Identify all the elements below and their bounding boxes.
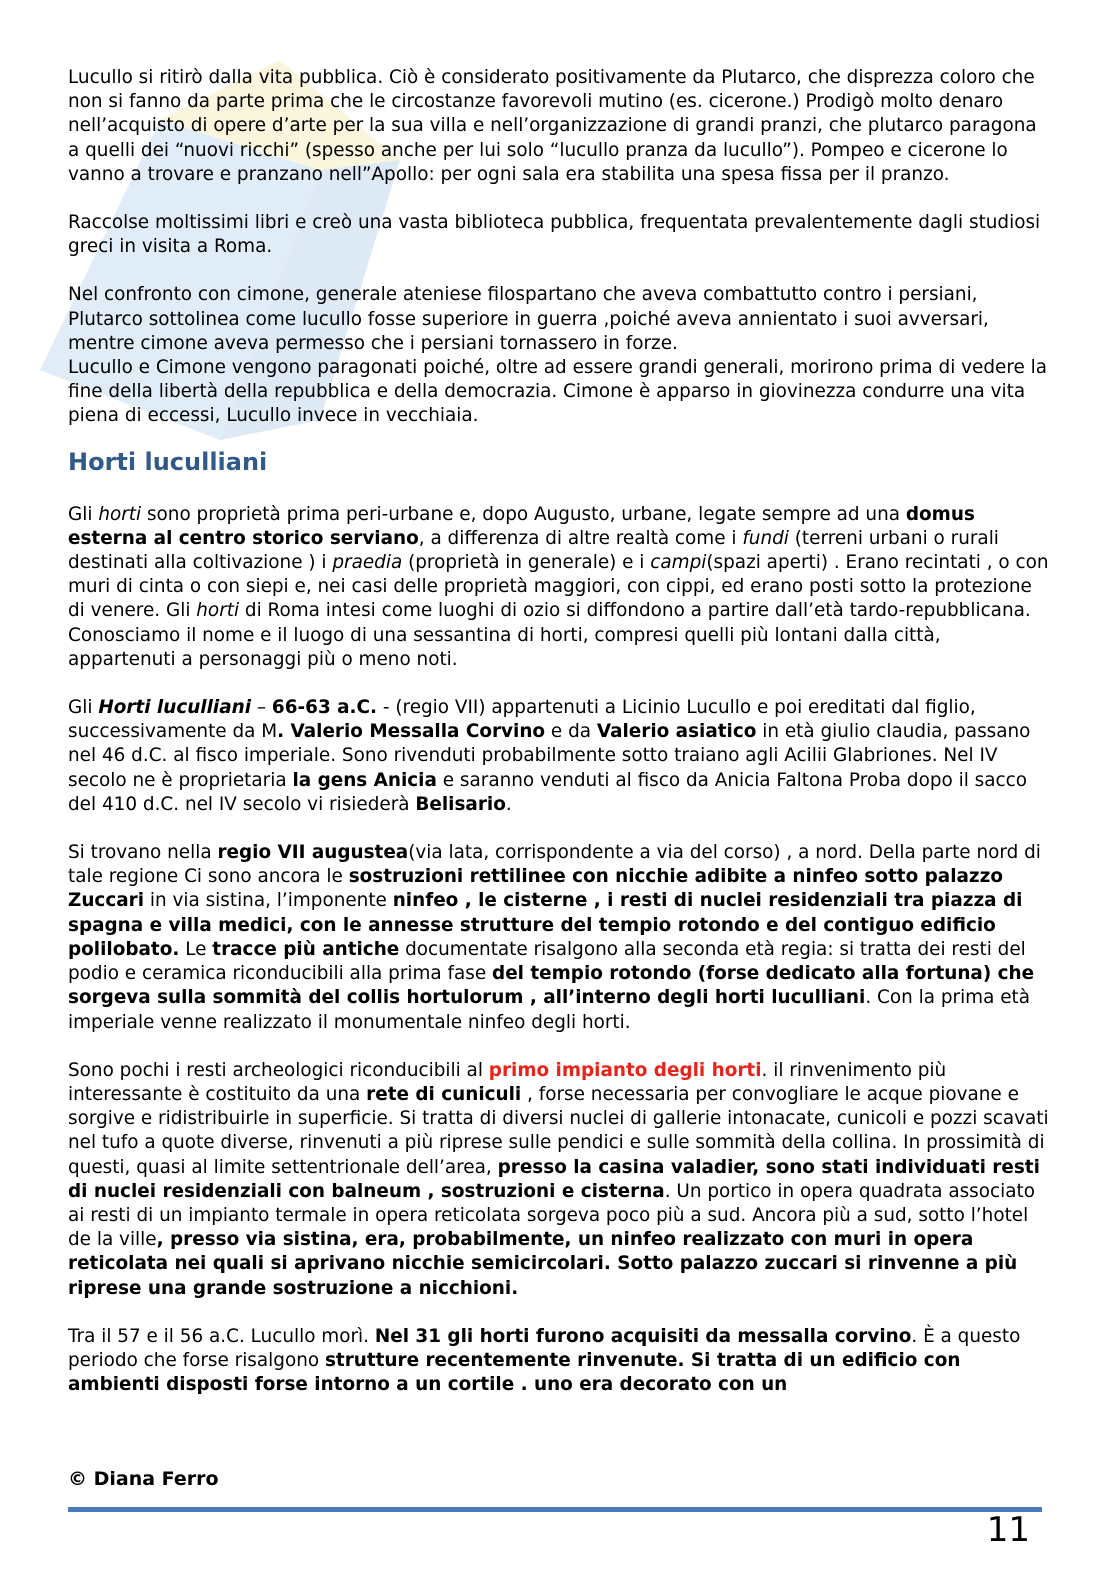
page-number: 11 — [986, 1510, 1030, 1550]
footer-divider — [68, 1507, 1042, 1512]
paragraph-horti-definition: Gli horti sono proprietà prima peri-urbane e, dopo Augusto, urbane, legate sempre ad una domus esterna al centro storico serviano, a differenza di altre realtà come i fundi (terreni urbani o rurali destinati alla coltivazione ) i praedia (proprietà in generale) e i campi(spazi aperti) . Erano recintati , o con muri di cinta o con siepi e, nei casi delle proprietà maggiori, con cippi, ed erano posti sotto la protezione di venere. Gli horti di Roma intesi come luoghi di ozio si diffondono a partire dall’età tardo-repubblicana. Conosciamo il nome e il luogo di una sessantina di horti, compresi quelli più lontani dalla città, appartenuti a personaggi più o meno noti. — [68, 503, 1049, 670]
paragraph-horti-location: Si trovano nella regio VII augustea(via lata, corrispondente a via del corso) , a nord. Della parte nord di tale regione Ci sono ancora le sostruzioni rettilinee con nicchie adibite a ninfeo sotto palazzo Zuccari in via sistina, l’imponente ninfeo , le cisterne , i resti di nuclei residenziali tra piazza di spagna e villa medici, con le annesse strutture del tempio rotondo e del contiguo edificio polilobato. Le tracce più antiche documentate risalgono alla seconda età regia: si tratta dei resti del podio e ceramica riconducibili alla prima fase del tempio rotondo (forse dedicato alla fortuna) che sorgeva sulla sommità del collis hortulorum , all’interno degli horti luculliani. Con la prima età imperiale venne realizzato il monumentale ninfeo degli horti. — [68, 842, 1041, 1033]
paragraph-later-history: Tra il 57 e il 56 a.C. Lucullo morì. Nel 31 gli horti furono acquisiti da messalla corvino. È a questo periodo che forse risalgono strutture recentemente rinvenute. Si tratta di un edificio con ambienti disposti forse intorno a un cortile . uno era decorato con un — [68, 1325, 1021, 1396]
section-heading: Horti luculliani — [68, 447, 268, 476]
copyright-notice: © Diana Ferro — [68, 1468, 219, 1490]
paragraph-library: Raccolse moltissimi libri e creò una vasta biblioteca pubblica, frequentata prevalentemente dagli studiosi greci in visita a Roma. — [68, 212, 1041, 258]
paragraph-lucullo-retirement: Lucullo si ritirò dalla vita pubblica. Ciò è considerato positivamente da Plutarco, che disprezza coloro che non si fanno da parte prima che le circostanze favorevoli mutino (es. cicerone.) Prodigò molto denaro nell’acquisto di opere d’arte per la sua villa e nell’organizzazione di grandi pranzi, che plutarco paragona a quelli dei “nuovi ricchi” (spesso anche per lui solo “lucullo pranza da lucullo”). Pompeo e cicerone lo vanno a trovare e pranzano nell”Apollo: per ogni sala era stabilita una spesa fissa per il pranzo. — [68, 67, 1037, 185]
document-body — [68, 66, 1053, 1421]
paragraph-horti-history: Gli Horti luculliani – 66-63 a.C. - (regio VII) appartenuti a Licinio Lucullo e poi ereditati dal figlio, successivamente da M. Valerio Messalla Corvino e da Valerio asiatico in età giulio claudia, passano nel 46 d.C. al fisco imperiale. Sono rivenduti probabilmente sotto traiano agli Acilii Glabriones. Nel IV secolo ne è proprietaria la gens Anicia e saranno venduti al fisco da Anicia Faltona Proba dopo il sacco del 410 d.C. nel IV secolo vi risiederà Belisario. — [68, 697, 1031, 815]
paragraph-cimone-comparison: Nel confronto con cimone, generale ateniese filospartano che aveva combattutto contro i persiani, Plutarco sottolinea come lucullo fosse superiore in guerra ,poiché aveva annientato i suoi avversari, mentre cimone aveva permesso che i persiani tornassero in forze. Lucullo e Cimone vengono paragonati poiché, oltre ad essere grandi generali, morirono prima di vedere la fine della libertà della repubblica e della democrazia. Cimone è apparso in giovinezza condurre una vita piena di eccessi, Lucullo invece in vecchiaia. — [68, 284, 1048, 427]
paragraph-archaeology: Sono pochi i resti archeologici riconducibili al primo impianto degli horti. il rinvenimento più interessante è costituito da una rete di cuniculi , forse necessaria per convogliare le acque piovane e sorgive e ridistribuirle in superficie. Si tratta di diversi nuclei di gallerie intonacate, cunicoli e pozzi scavati nel tufo a quote diverse, rinvenuti a più riprese sulle pendici e sulle sommità della collina. In prossimità di questi, quasi al limite settentrionale dell’area, presso la casina valadier, sono stati individuati resti di nuclei residenziali con balneum , sostruzioni e cisterna. Un portico in opera quadrata associato ai resti di un impianto termale in opera reticolata sorgeva poco più a sud. Ancora più a sud, sotto l’hotel de la ville, presso via sistina, era, probabilmente, un ninfeo realizzato con muri in opera reticolata nei quali si aprivano nicchie semicircolari. Sotto palazzo zuccari si rinvenne a più riprese una grande sostruzione a nicchioni. — [68, 1059, 1049, 1299]
